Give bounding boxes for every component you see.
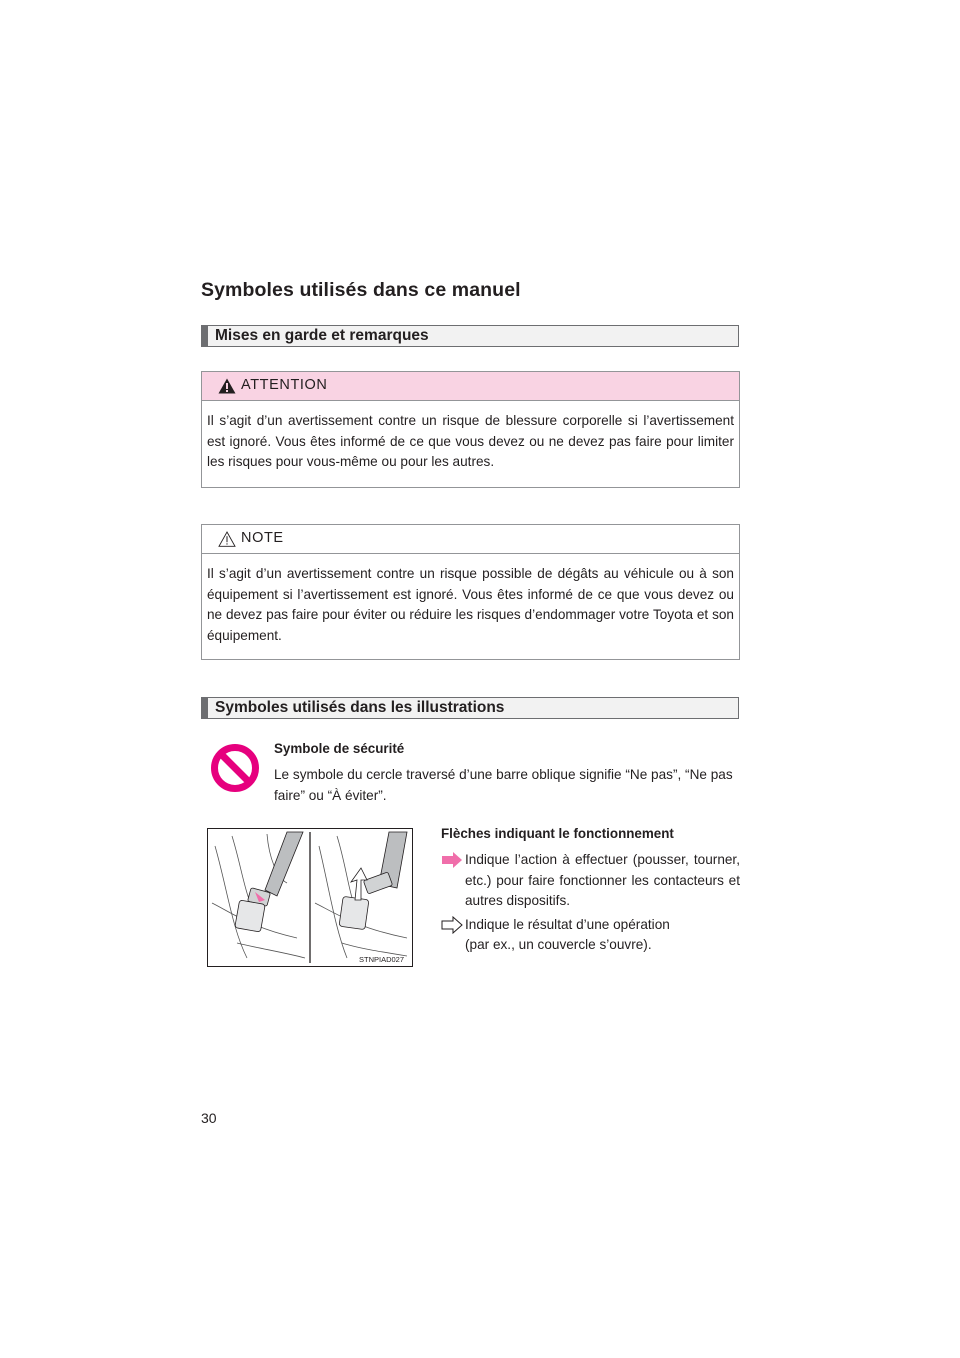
warning-triangle-filled-icon [218,378,236,394]
arrow-result-text-line1: Indique le résultat d’une opération [465,917,670,932]
section-accent [202,326,208,346]
section-header-warnings [201,325,739,347]
safety-symbol-title: Symbole de sécurité [274,741,405,756]
attention-title: ATTENTION [241,377,328,393]
note-title: NOTE [241,530,284,546]
page-number: 30 [201,1110,217,1126]
note-header [202,525,739,554]
attention-text: Il s’agit d’un avertissement contre un risque de blessure corporelle si l’avertissement est ignoré. Vous êtes informé de ce que vous devez ou ne devez pas faire pour limiter les risques pour vous-même ou pour les autres. [207,413,734,469]
note-box [201,524,740,660]
arrows-title: Flèches indiquant le fonctionnement [441,826,674,841]
warning-triangle-outline-icon [218,531,236,547]
pink-arrow-icon [441,851,463,869]
attention-header [202,372,739,401]
section-accent [202,698,208,718]
section-header-illustrations [201,697,739,719]
safety-symbol-text: Le symbole du cercle traversé d’une barre oblique signifie “Ne pas”, “Ne pas faire” ou “À éviter”. [274,767,733,803]
illustration-code: STNPIAD027 [359,955,405,964]
attention-box [201,371,740,488]
note-text: Il s’agit d’un avertissement contre un risque possible de dégâts au véhicule ou à son équipement si l’avertissement est ignoré. Vous êtes informé de ce que vous devez ou ne devez pas faire pour éviter ou réduire les risques d’endommager votre Toyota et son équipement. [207,566,734,643]
arrow-result-text-line2: (par ex., un couvercle s’ouvre). [465,937,652,952]
section-title: Mises en garde et remarques [215,327,429,344]
page-title: Symboles utilisés dans ce manuel [201,279,521,301]
section-title: Symboles utilisés dans les illustrations [215,699,505,716]
arrow-action-text: Indique l’action à effectuer (pousser, tourner, etc.) pour faire fonctionner les contacteurs et autres dispositifs. [465,852,740,908]
seatbelt-buckle-illustration [207,828,413,967]
prohibition-icon [210,743,260,793]
outline-arrow-icon [441,916,463,934]
